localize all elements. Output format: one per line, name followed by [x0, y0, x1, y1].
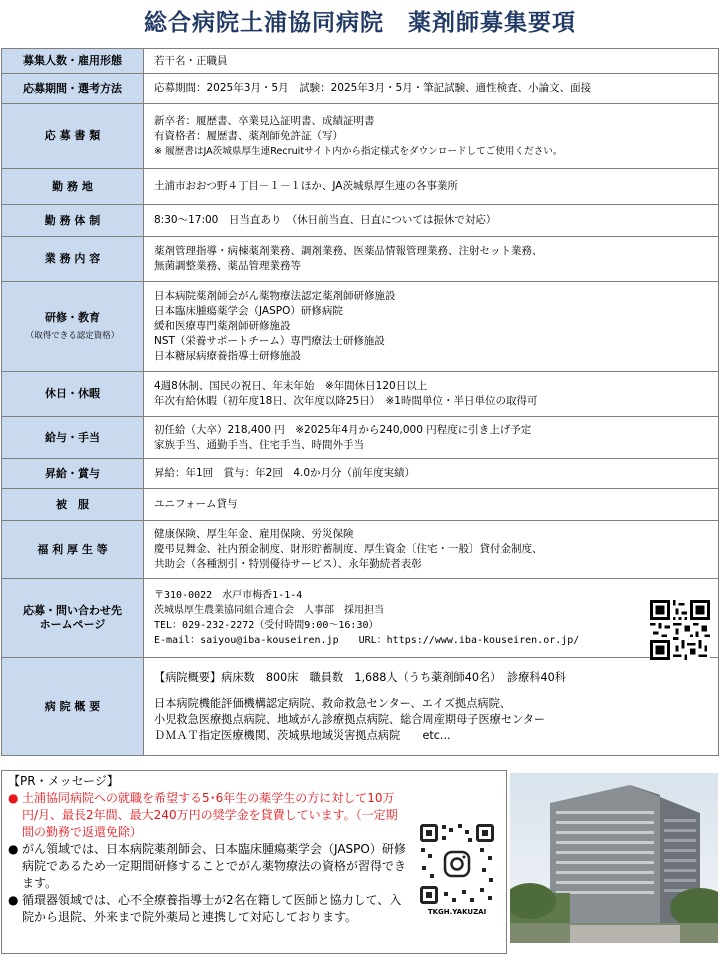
instagram-handle: TKGH.YAKUZAI [427, 908, 487, 916]
label-documents: 応 募 書 類 [2, 104, 144, 169]
pr-bullet-scholarship: ● 土浦協同病院への就職を希望する5･6年生の薬学生の方に対して10万円/月、最長2年間、最大240万円の奨学金を貸費しています。（一定期間の勤務で返還免除） [8, 791, 398, 839]
label-raise-bonus: 昇給・賞与 [2, 459, 144, 489]
row-duties [2, 237, 719, 282]
qr-code-icon[interactable] [650, 600, 710, 660]
label-welfare: 福 利 厚 生 等 [2, 521, 144, 579]
row-contact [2, 579, 719, 658]
bullet-icon: ● [8, 893, 19, 907]
requirements-table [1, 48, 719, 756]
hospital-building-photo [510, 773, 718, 943]
pr-bullets [8, 790, 408, 926]
value-work-schedule: 8:30～17:00 日当直あり （休日前当直、日直については振休で対応） [144, 205, 719, 237]
label-recruitment: 募集人数・雇用形態 [2, 49, 144, 74]
bullet-icon: ● [8, 791, 19, 805]
label-work-schedule: 勤 務 体 制 [2, 205, 144, 237]
value-training: 日本病院薬剤師会がん薬物療法認定薬剤師研修施設 日本臨床腫瘍薬学会（JASPO）研修病院 緩和医療専門薬剤師研修施設 NST（栄養サポートチーム）専門療法士研修施設 日本糖尿病療養指導士研修施設 [144, 282, 719, 372]
page-title: 総合病院土浦協同病院 薬剤師募集要項 [144, 10, 576, 36]
row-salary [2, 417, 719, 459]
value-hospital-overview: 【病院概要】病床数 800床 職員数 1,688人（うち薬剤師40名） 診療科40科 日本病院機能評価機構認定病院、救命救急センター、エイズ拠点病院、 小児救急医療拠点病院、地域がん診療拠点病院、総合周産期母子医療センター ＤＭＡＴ指定医療機関、茨城県地域災害拠点病院 etc... [144, 658, 719, 756]
instagram-qr-icon[interactable] [418, 822, 496, 906]
label-hospital-overview: 病 院 概 要 [2, 658, 144, 756]
contact-email-url[interactable]: E-mail：saiyou@iba-kouseiren.jp URL：https://www.iba-kouseiren.or.jp/ [154, 635, 580, 646]
label-uniform: 被 服 [2, 489, 144, 521]
value-application-period: 応募期間：2025年3月・5月 試験：2025年3月・5月・筆記試験、適性検査、小論文、面接 [144, 74, 719, 104]
value-welfare: 健康保険、厚生年金、雇用保険、労災保険 慶弔見舞金、社内預金制度、財形貯蓄制度、厚生資金〔住宅・一般〕貸付金制度、 共助会（各種割引・特別優待サービス）、永年勤続者表彰 [144, 521, 719, 579]
bullet-icon: ● [8, 842, 19, 856]
label-salary: 給与・手当 [2, 417, 144, 459]
label-work-location: 勤 務 地 [2, 169, 144, 205]
row-welfare [2, 521, 719, 579]
pr-bullet-cancer: ● がん領域では、日本病院薬剤師会、日本臨床腫瘍薬学会（JASPO）研修病院であるため一定期間研修することでがん薬物療法の資格が習得できます。 [8, 842, 407, 890]
row-work-location [2, 169, 719, 205]
row-documents [2, 104, 719, 169]
row-work-schedule [2, 205, 719, 237]
value-uniform: ユニフォーム貸与 [144, 489, 719, 521]
pr-heading: 【PR・メッセージ】 [8, 774, 119, 788]
row-recruitment [2, 49, 719, 74]
value-duties: 薬剤管理指導・病棟薬剤業務、調剤業務、医薬品情報管理業務、注射セット業務、 無菌調整業務、薬品管理業務等 [144, 237, 719, 282]
value-salary: 初任給（大卒）218,400 円 ※2025年4月から240,000 円程度に引き上げ予定 家族手当、通勤手当、住宅手当、時間外手当 [144, 417, 719, 459]
label-application-period: 応募期間・選考方法 [2, 74, 144, 104]
row-application-period [2, 74, 719, 104]
value-work-location: 土浦市おおつ野４丁目－１－１ほか、JA茨城県厚生連の各事業所 [144, 169, 719, 205]
label-holidays: 休日・休暇 [2, 372, 144, 417]
row-raise-bonus [2, 459, 719, 489]
label-contact: 応募・問い合わせ先 ホームページ [2, 579, 144, 658]
row-uniform [2, 489, 719, 521]
label-training: 研修・教育 （取得できる認定資格） [2, 282, 144, 372]
value-contact: 〒310-0022 水戸市梅香1-1-4 茨城県厚生農業協同組合連合会 人事部 採用担当 TEL：029-232-2272（受付時間9:00～16:30） E-mail：saiyou@iba-kouseiren.jp URL：https://www.iba-kouseiren.or.jp/ [144, 579, 719, 658]
label-training-sub: （取得できる認定資格） [25, 330, 120, 341]
value-documents: 新卒者：履歴書、卒業見込証明書、成績証明書 有資格者：履歴書、薬剤師免許証（写） ※ 履歴書はJA茨城県厚生連Recruitサイト内から指定様式をダウンロードしてご使用ください。 [144, 104, 719, 169]
row-training [2, 282, 719, 372]
row-hospital-overview [2, 658, 719, 756]
value-recruitment: 若干名・正職員 [144, 49, 719, 74]
value-holidays: 4週8休制、国民の祝日、年末年始 ※年間休日120日以上 年次有給休暇（初年度18日、次年度以降25日） ※1時間単位・半日単位の取得可 [144, 372, 719, 417]
row-holidays [2, 372, 719, 417]
label-duties: 業 務 内 容 [2, 237, 144, 282]
pr-bullet-cardio: ● 循環器領域では、心不全療養指導士が2名在籍して医師と協力して、入院から退院、外来まで院外薬局と連携して対応しております。 [8, 893, 402, 924]
value-raise-bonus: 昇給：年1回 賞与：年2回 4.0か月分（前年度実績） [144, 459, 719, 489]
